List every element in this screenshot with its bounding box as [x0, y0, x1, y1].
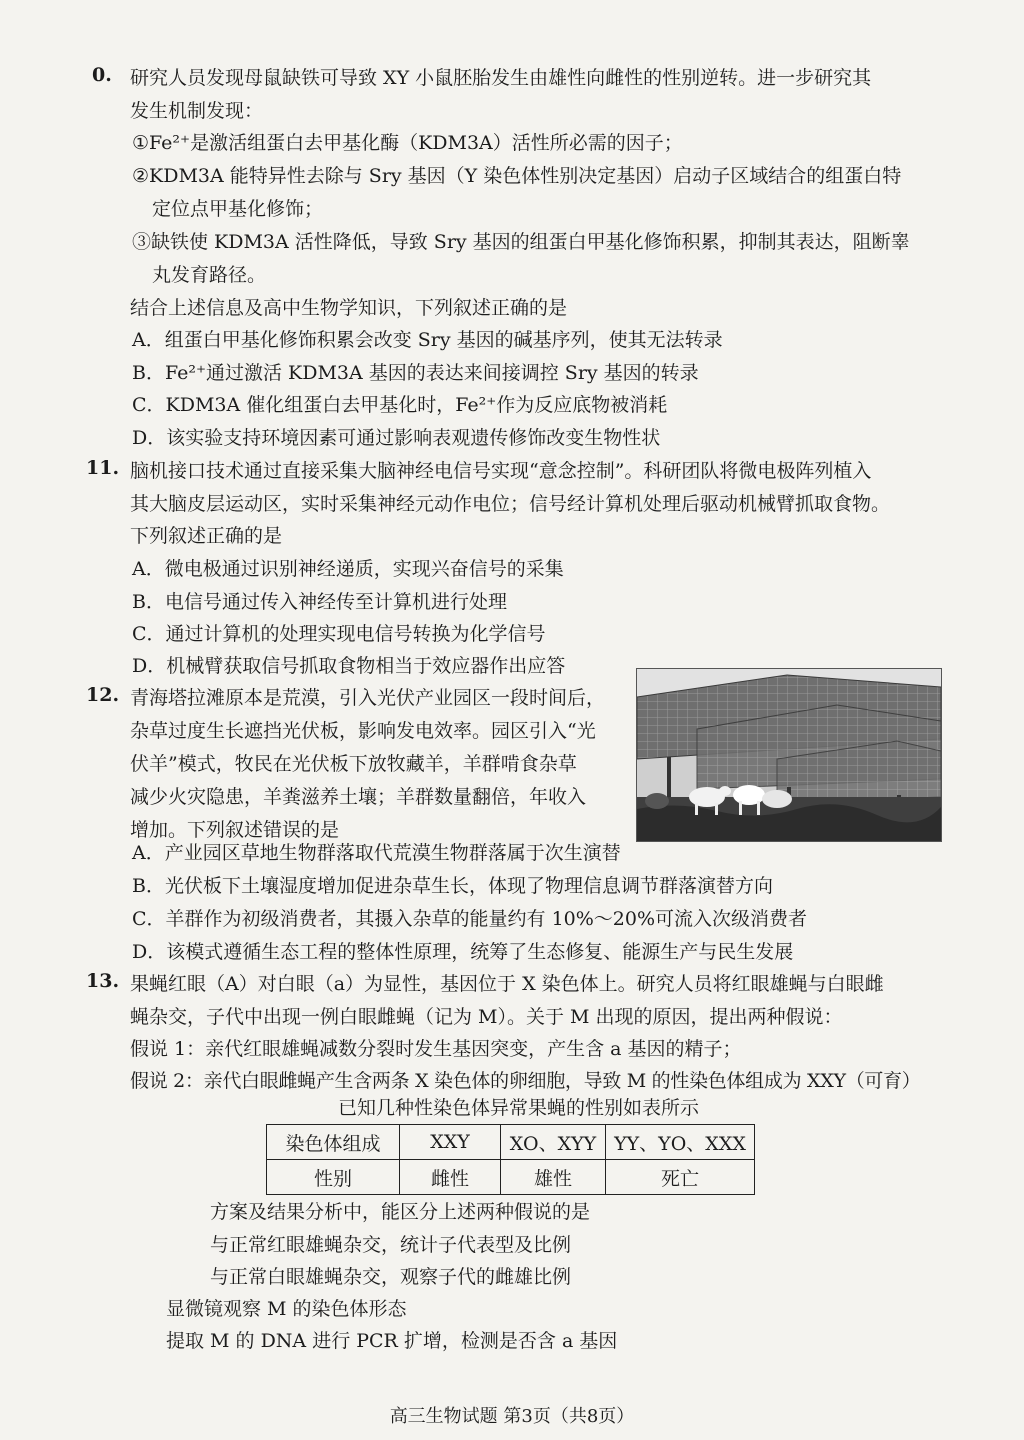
q12-number: 12. [86, 684, 120, 706]
table-cell: 雌性 [400, 1160, 501, 1195]
table-row [267, 1160, 755, 1195]
q13-number: 13. [86, 970, 120, 992]
q10-option-c: C．KDM3A 催化组蛋白去甲基化时，Fe²⁺作为反应底物被消耗 [132, 394, 668, 416]
table-cell: 死亡 [606, 1160, 755, 1195]
q10-stem-line2: 发生机制发现： [130, 100, 264, 122]
q13-stem-line2: 蝇杂交，子代中出现一例白眼雌蝇（记为 M）。关于 M 出现的原因，提出两种假说： [130, 1006, 843, 1028]
q12-option-b: B．光伏板下土壤湿度增加促进杂草生长，体现了物理信息调节群落演替方向 [132, 875, 773, 897]
page-footer: 高三生物试题 第3页（共8页） [389, 1406, 635, 1427]
q13-option-a: 与正常红眼雄蝇杂交，统计子代表型及比例 [210, 1234, 572, 1256]
q13-stem-line1: 果蝇红眼（A）对白眼（a）为显性，基因位于 X 染色体上。研究人员将红眼雄蝇与白眼雌 [130, 973, 884, 995]
q10-point3-line2: 丸发育路径。 [152, 264, 267, 286]
q10-prompt: 结合上述信息及高中生物学知识，下列叙述正确的是 [130, 297, 568, 319]
q12-stem-line4: 减少火灾隐患，羊粪滋养土壤；羊群数量翻倍，年收入 [130, 786, 587, 808]
q13-table-caption: 已知几种性染色体异常果蝇的性别如表所示 [338, 1097, 700, 1119]
q11-number: 11. [86, 457, 120, 479]
q10-stem-line1: 研究人员发现母鼠缺铁可导致 XY 小鼠胚胎发生由雄性向雌性的性别逆转。进一步研究其 [130, 67, 872, 89]
q13-option-d: 提取 M 的 DNA 进行 PCR 扩增，检测是否含 a 基因 [166, 1330, 618, 1352]
q10-number: 0. [92, 64, 112, 86]
q12-stem-line2: 杂草过度生长遮挡光伏板，影响发电效率。园区引入“光 [130, 720, 596, 742]
q11-stem-line2: 其大脑皮层运动区，实时采集神经元动作电位；信号经计算机处理后驱动机械臂抓取食物。 [130, 493, 891, 515]
photo-illustration [637, 669, 941, 841]
q11-option-b: B．电信号通过传入神经传至计算机进行处理 [132, 591, 507, 613]
q11-option-c: C．通过计算机的处理实现电信号转换为化学信号 [132, 623, 546, 645]
q10-option-a: A．组蛋白甲基化修饰积累会改变 Sry 基因的碱基序列，使其无法转录 [132, 329, 723, 351]
q12-option-c: C．羊群作为初级消费者，其摄入杂草的能量约有 10%～20%可流入次级消费者 [132, 908, 808, 930]
table-row [267, 1125, 755, 1160]
table-cell: YY、YO、XXX [606, 1125, 755, 1160]
q13-hypothesis-1: 假说 1：亲代红眼雄蝇减数分裂时发生基因突变，产生含 a 基因的精子； [130, 1038, 742, 1060]
q12-stem-line1: 青海塔拉滩原本是荒漠，引入光伏产业园区一段时间后， [130, 687, 606, 709]
q10-point1: ①Fe²⁺是激活组蛋白去甲基化酶（KDM3A）活性所必需的因子； [132, 132, 683, 154]
sex-chromosome-table [266, 1124, 755, 1195]
table-cell: 雄性 [501, 1160, 606, 1195]
solar-sheep-photo [636, 668, 942, 842]
q10-point3-line1: ③缺铁使 KDM3A 活性降低，导致 Sry 基因的组蛋白甲基化修饰积累，抑制其表达，阻断睾 [132, 231, 910, 253]
q10-point2-line1: ②KDM3A 能特异性去除与 Sry 基因（Y 染色体性别决定基因）启动子区域结合的组蛋白特 [132, 165, 902, 187]
q11-stem-line3: 下列叙述正确的是 [130, 525, 283, 547]
q10-option-b: B．Fe²⁺通过激活 KDM3A 基因的表达来间接调控 Sry 基因的转录 [132, 362, 699, 384]
q11-stem-line1: 脑机接口技术通过直接采集大脑神经电信号实现“意念控制”。科研团队将微电极阵列植入 [130, 460, 872, 482]
table-cell: XO、XYY [501, 1125, 606, 1160]
q10-point2-line2: 定位点甲基化修饰； [152, 198, 324, 220]
q13-prompt: 方案及结果分析中，能区分上述两种假说的是 [210, 1201, 591, 1223]
q11-option-a: A．微电极通过识别神经递质，实现兴奋信号的采集 [132, 558, 564, 580]
table-cell: XXY [400, 1125, 501, 1160]
q12-option-d: D．该模式遵循生态工程的整体性原理，统筹了生态修复、能源生产与民生发展 [132, 941, 794, 963]
q12-stem-line5: 增加。下列叙述错误的是 [130, 819, 340, 841]
q10-option-d: D．该实验支持环境因素可通过影响表观遗传修饰改变生物性状 [132, 427, 661, 449]
q13-option-c: 显微镜观察 M 的染色体形态 [166, 1298, 407, 1320]
table-header-cell: 染色体组成 [267, 1125, 400, 1160]
q12-option-a: A．产业园区草地生物群落取代荒漠生物群落属于次生演替 [132, 842, 621, 864]
q11-option-d: D．机械臂获取信号抓取食物相当于效应器作出应答 [132, 655, 566, 677]
q12-stem-line3: 伏羊”模式，牧民在光伏板下放牧藏羊，羊群啃食杂草 [130, 753, 577, 775]
q13-hypothesis-2: 假说 2：亲代白眼雌蝇产生含两条 X 染色体的卵细胞，导致 M 的性染色体组成为 XXY（可育） [130, 1070, 921, 1092]
q13-option-b: 与正常白眼雄蝇杂交，观察子代的雌雄比例 [210, 1266, 572, 1288]
table-header-cell: 性别 [267, 1160, 400, 1195]
